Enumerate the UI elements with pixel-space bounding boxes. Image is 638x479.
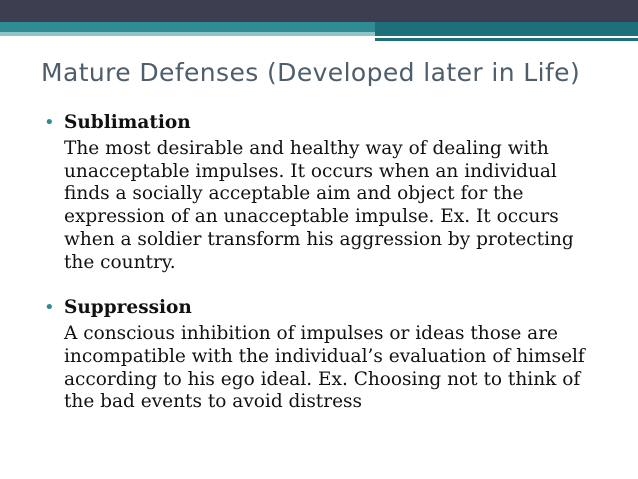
bullet-heading <box>44 296 604 320</box>
header-accent-line <box>375 38 638 41</box>
bullet-text: The most desirable and healthy way of dealing with unacceptable impulses. It occurs when an individual finds a socially acceptable aim and object for the expression of an unacceptable impulse. Ex. It occurs when a soldier transform his aggression by protecting the country. <box>64 138 574 273</box>
bullet-marker-icon: • <box>44 297 55 319</box>
bullet-label: Suppression <box>64 297 192 319</box>
bullet-label: Sublimation <box>64 112 191 133</box>
slide-content <box>44 111 604 414</box>
header-dark-band <box>0 0 638 22</box>
slide-title: Mature Defenses (Developed later in Life) <box>41 58 581 87</box>
bullet-marker-icon: • <box>44 112 55 133</box>
bullet-heading <box>44 111 604 135</box>
bullet-text: A conscious inhibition of impulses or ideas those are incompatible with the individual’s evaluation of himself according to his ego ideal. Ex. Choosing not to think of the bad events to avoid distress <box>64 323 585 413</box>
bullet-sublimation <box>44 111 604 274</box>
bullet-suppression <box>44 296 604 414</box>
header-accent-bar <box>375 22 638 36</box>
